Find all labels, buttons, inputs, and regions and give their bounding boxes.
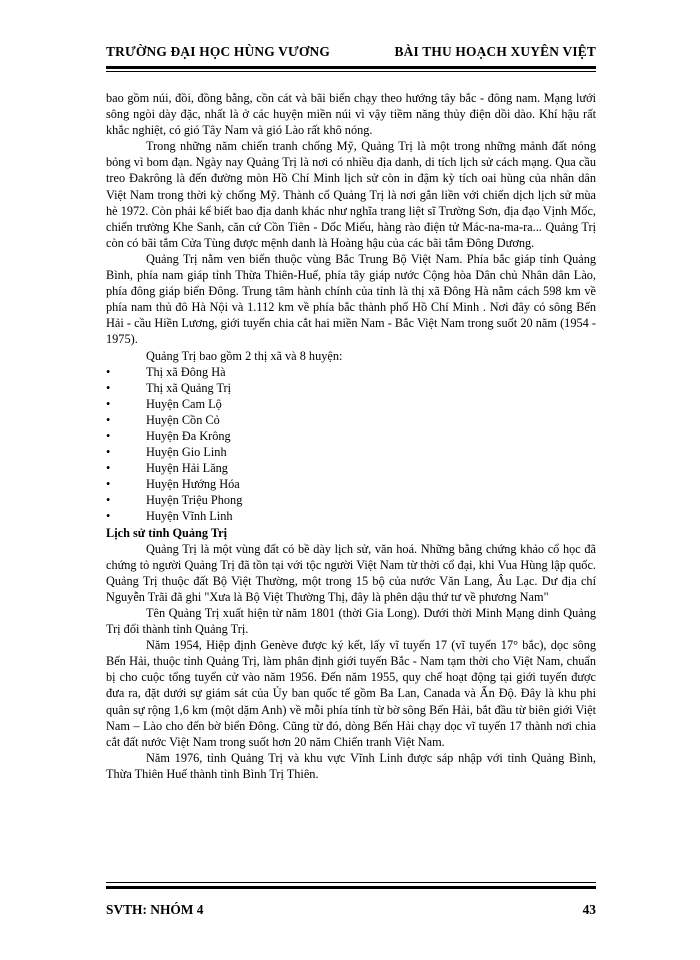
bullet-icon: • <box>106 461 111 476</box>
bullet-icon: • <box>106 364 111 379</box>
bullet-icon: • <box>106 428 111 443</box>
bullet-icon: • <box>106 396 111 411</box>
footer-group-label: SVTH: NHÓM 4 <box>106 902 204 917</box>
list-item: • Huyện Đa Krông <box>106 428 231 443</box>
page-footer <box>106 902 596 918</box>
paragraph-name-origin: Tên Quảng Trị xuất hiện từ năm 1801 (thời Gia Long). Dưới thời Minh Mạng dinh Quảng Trị đổi thành tỉnh Quảng Trị. <box>106 606 596 637</box>
page-header <box>106 44 596 60</box>
page-body <box>106 90 596 782</box>
bullet-icon: • <box>106 412 111 427</box>
list-item: • Thị xã Đông Hà <box>106 364 226 379</box>
list-item: • Huyện Triệu Phong <box>106 493 243 508</box>
page-number: 43 <box>582 902 596 917</box>
list-item: • Thị xã Quảng Trị <box>106 380 232 395</box>
bullet-icon: • <box>106 493 111 508</box>
header-rule-thin <box>106 71 596 72</box>
list-item: • Huyện Hướng Hóa <box>106 477 240 492</box>
paragraph-location: Quảng Trị nằm ven biển thuộc vùng Bắc Trung Bộ Việt Nam. Phía bắc giáp tỉnh Quảng Bình, phía nam giáp tỉnh Thừa Thiên-Huế, phía tây giáp nước Cộng hòa Dân chủ Nhân dân Lào, phía đông giáp biển Đông. Trung tâm hành chính của tỉnh là thị xã Đông Hà nằm cách 598 km về phía nam thủ đô Hà Nội và 1.112 km về phía bắc thành phố Hồ Chí Minh . Nơi đây có sông Bến Hải - cầu Hiền Lương, giới tuyến chia cắt hai miền Nam - Bắc Việt Nam trong suốt 20 năm (1954 - 1975). <box>106 251 596 347</box>
paragraph-districts-intro: Quảng Trị bao gồm 2 thị xã và 8 huyện: <box>146 348 343 363</box>
list-item: • Huyện Cồn Cỏ <box>106 412 220 427</box>
paragraph-war-history: Trong những năm chiến tranh chống Mỹ, Quảng Trị là một trong những mảnh đất nóng bỏng vì bom đạn. Ngày nay Quảng Trị là nơi có nhiều địa danh, di tích lịch sử cách mạng. Qua cầu treo Đakrông là đến đường mòn Hồ Chí Minh lịch sử còn in đậm kỳ tích oai hùng của nhân dân Việt Nam trong thời kỳ chống Mỹ. Thành cổ Quảng Trị là nơi gắn liền với chiến dịch lịch sử mùa hè 1972. Còn phải kể biết bao địa danh khác như nghĩa trang liệt sĩ Trường Sơn, địa đạo Vịnh Mốc, chiến trường Khe Sanh, căn cứ Cồn Tiên - Dốc Miếu, hàng rào điện tử Mác-na-ma-ra... Quảng Trị còn có bãi tắm Cửa Tùng được mệnh danh là Hoàng hậu của các bãi tắm Đông Dương. <box>106 139 596 250</box>
header-report-title: BÀI THU HOẠCH XUYÊN VIỆT <box>394 44 596 59</box>
paragraph-geography: bao gồm núi, đồi, đồng bằng, cồn cát và bãi biển chạy theo hướng tây bắc - đông nam. Mạng lưới sông ngòi dày đặc, nhất là ở các huyện miền núi vì vậy tiềm năng thủy điện dồi dào. Khí hậu rất khắc nghiệt, có gió Tây Nam và gió Lào rất khô nóng. <box>106 91 596 138</box>
list-item: • Huyện Gio Linh <box>106 445 227 460</box>
section-heading-history: Lịch sử tỉnh Quảng Trị <box>106 525 228 540</box>
paragraph-merger-1976: Năm 1976, tỉnh Quảng Trị và khu vực Vĩnh Linh được sáp nhập với tỉnh Quảng Bình, Thừa Thiên Huế thành tỉnh Bình Trị Thiên. <box>106 750 596 781</box>
bullet-icon: • <box>106 477 111 492</box>
district-list <box>106 364 596 525</box>
footer-rule-thin <box>106 882 596 883</box>
bullet-icon: • <box>106 509 111 524</box>
header-school-name: TRƯỜNG ĐẠI HỌC HÙNG VƯƠNG <box>106 44 330 59</box>
list-item: • Huyện Vĩnh Linh <box>106 509 233 524</box>
paragraph-geneva-accords: Năm 1954, Hiệp định Genève được ký kết, lấy vĩ tuyến 17 (vĩ tuyến 17° bắc), dọc sông Bến Hải, thuộc tỉnh Quảng Trị, làm phân định giới tuyến Bắc - Nam tạm thời cho Việt Nam, chuẩn bị cho cuộc tổng tuyển cử vào năm 1956. Đến năm 1955, quy chế hoạt động tại giới tuyến được đưa ra, đặt dưới sự giám sát của Ủy ban quốc tế gồm Ba Lan, Canada và Ấn Độ. Đây là khu phi quân sự rộng 1,6 km (một dặm Anh) về mỗi phía tính từ bờ sông Bến Hải, bắt đầu từ biên giới Việt Nam – Lào cho đến bờ biển Đông. Cũng từ đó, dòng Bến Hải chạy dọc vĩ tuyến 17 thành nơi chia cắt đất nước Việt Nam trong suốt hơn 20 năm Chiến tranh Việt Nam. <box>106 638 596 749</box>
bullet-icon: • <box>106 380 111 395</box>
list-item: • Huyện Cam Lộ <box>106 396 222 411</box>
list-item: • Huyện Hải Lăng <box>106 461 228 476</box>
bullet-icon: • <box>106 445 111 460</box>
footer-rule-thick <box>106 886 596 889</box>
paragraph-ancient-history: Quảng Trị là một vùng đất có bề dày lịch sử, văn hoá. Những bằng chứng khảo cổ học đã chứng tỏ người Quảng Trị đã tồn tại với tộc người Việt Nam từ thời cổ đại, khi Vua Hùng lập quốc. Quảng Trị thuộc đất Bộ Việt Thường, một trong 15 bộ của nước Văn Lang, Âu Lạc. Dư địa chí Nguyễn Trãi đã ghi "Xưa là Bộ Việt Thường Thị, đây là phên dậu thứ tư về phương Nam" <box>106 541 596 604</box>
header-rule-thick <box>106 66 596 69</box>
